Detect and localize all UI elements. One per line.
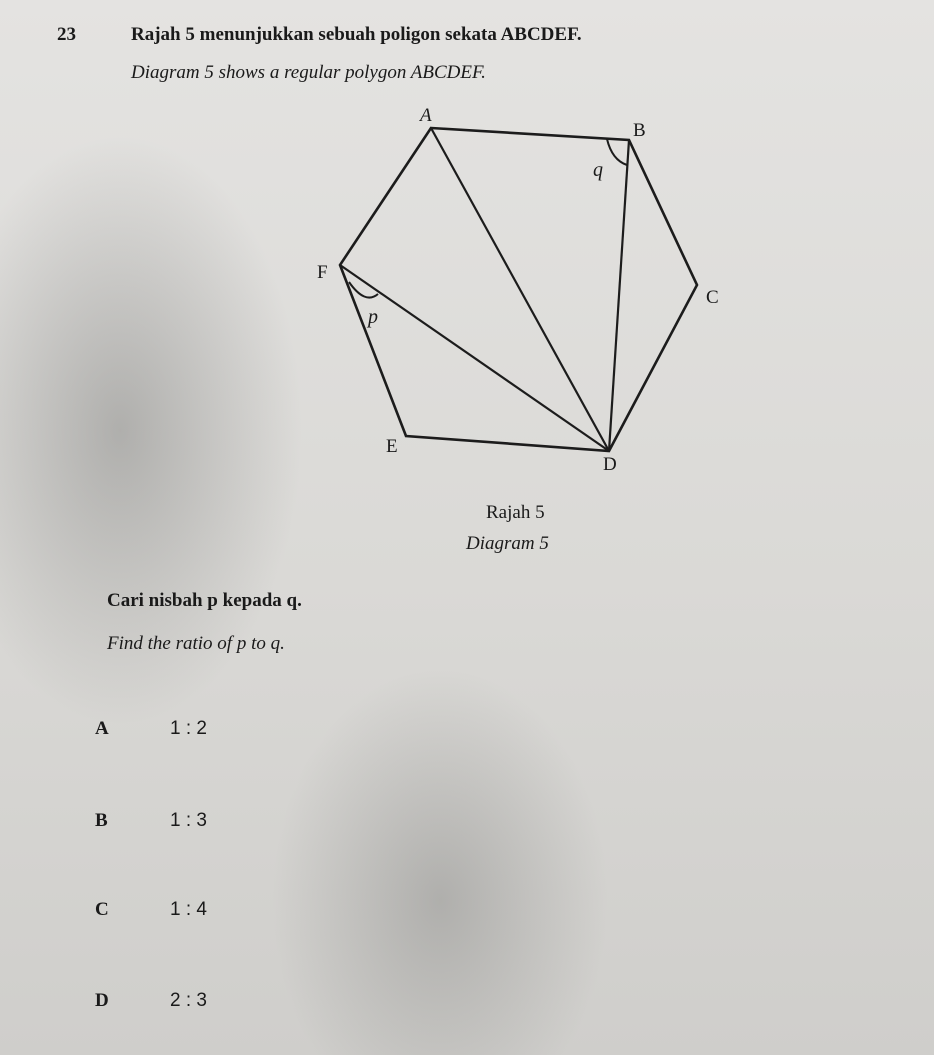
- vertex-label-b: B: [633, 120, 646, 141]
- angle-arc-q: [607, 139, 627, 165]
- diagonal-DB: [609, 140, 629, 451]
- option-value: 1 : 4: [170, 899, 207, 920]
- hexagon-outline: [340, 128, 697, 451]
- angle-label-q: q: [593, 159, 603, 181]
- question-stem-english: Diagram 5 shows a regular polygon ABCDEF.: [131, 62, 486, 83]
- option-value: 2 : 3: [170, 990, 207, 1011]
- option-letter: B: [95, 810, 108, 831]
- angle-arc-p: [349, 282, 378, 298]
- question-stem-malay: Rajah 5 menunjukkan sebuah poligon sekata ABCDEF.: [131, 24, 582, 45]
- option-letter: A: [95, 718, 109, 739]
- prompt-english: Find the ratio of p to q.: [107, 633, 285, 654]
- option-value: 1 : 2: [170, 718, 207, 739]
- option-letter: C: [95, 899, 109, 920]
- diagram-caption-english: Diagram 5: [466, 533, 549, 554]
- question-number: 23: [57, 24, 76, 45]
- vertex-label-f: F: [317, 262, 328, 283]
- option-letter: D: [95, 990, 109, 1011]
- angle-label-p: p: [368, 306, 378, 328]
- diagonal-DA: [431, 128, 609, 451]
- vertex-label-c: C: [706, 287, 719, 308]
- option-value: 1 : 3: [170, 810, 207, 831]
- vertex-label-a: A: [420, 105, 432, 126]
- diagonal-DF: [340, 265, 609, 451]
- vertex-label-e: E: [386, 436, 398, 457]
- diagram-caption-malay: Rajah 5: [486, 502, 545, 523]
- vertex-label-d: D: [603, 454, 617, 475]
- prompt-malay: Cari nisbah p kepada q.: [107, 590, 302, 611]
